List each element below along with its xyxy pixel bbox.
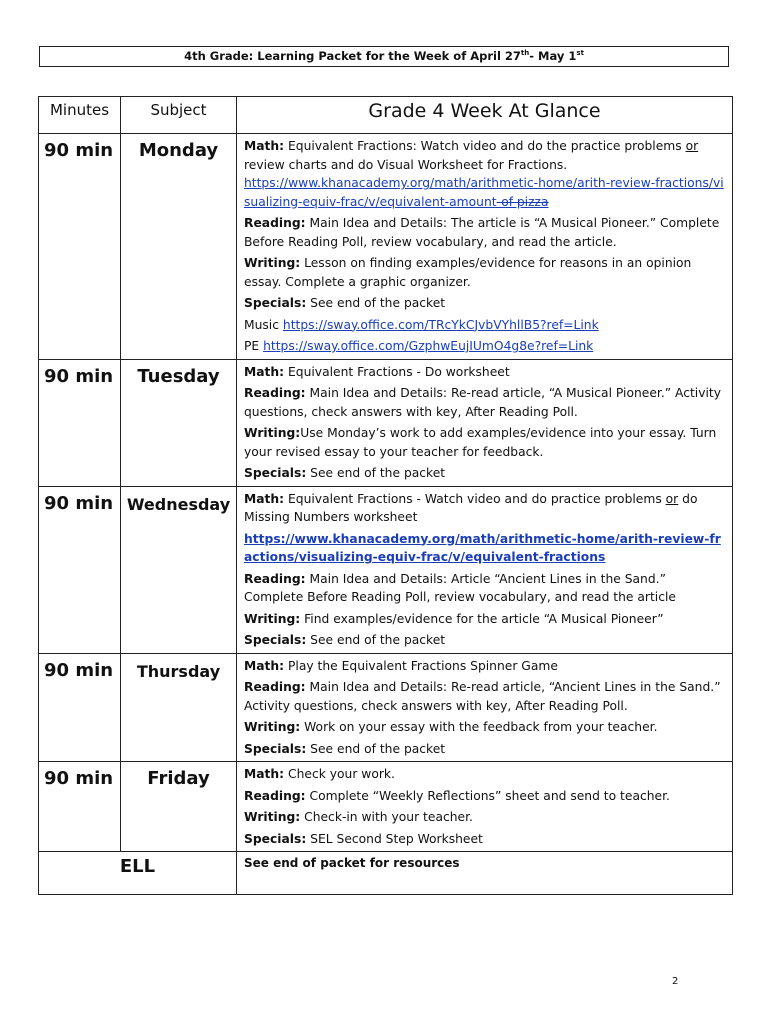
math-label: Math: [244,491,285,506]
table-row-friday [39,762,733,852]
reading-label: Reading: [244,680,306,694]
reading-text: Main Idea and Details: Article “Ancient Lines in the Sand.” Complete Before Reading Poll, review vocabulary, and read the article [244,571,676,604]
table-row-tuesday [39,359,733,486]
minutes-cell: 90 min [39,653,121,762]
plan-cell-wednesday [237,486,733,653]
math-text-2: do Missing Numbers worksheet [244,491,698,524]
math-entry [244,490,728,527]
math-entry [244,765,728,784]
math-or: or [665,491,679,506]
ell-label: ELL [39,852,237,895]
khan-video-link[interactable] [244,176,724,209]
writing-text: Find examples/evidence for the article “A Musical Pioneer” [300,611,664,626]
reading-text: Main Idea and Details: The article is “A Musical Pioneer.” Complete Before Reading Poll, review vocabulary, and read the article. [244,216,720,249]
table-row-monday [39,134,733,360]
minutes-cell: 90 min [39,359,121,486]
specials-text: See end of the packet [306,296,446,310]
music-entry [244,316,728,335]
writing-text: Check-in with your teacher. [300,810,473,824]
minutes-cell: 90 min [39,486,121,653]
math-text: Equivalent Fractions - Watch video and do practice problems [284,491,666,506]
week-at-glance-table [38,96,733,895]
reading-entry [244,384,728,421]
header-minutes: Minutes [39,97,121,134]
specials-label: Specials: [244,296,307,310]
specials-entry [244,464,728,483]
page-number: 2 [672,976,679,987]
plan-cell-tuesday [237,359,733,486]
writing-entry [244,808,728,827]
header-week-title: Grade 4 Week At Glance [237,97,733,134]
reading-label: Reading: [244,788,306,803]
math-or: or [685,139,699,153]
pe-sway-link[interactable]: https://sway.office.com/GzphwEujIUmO4g8e?ref=Link [263,339,594,353]
table-row-ell [39,852,733,895]
reading-text: Main Idea and Details: Re-read article, “A Musical Pioneer.” Activity questions, check answers with key, After Reading Poll. [244,386,722,419]
plan-cell-friday [237,762,733,852]
math-label: Math: [244,658,285,673]
math-text: Equivalent Fractions: Watch video and do the practice problems [288,139,686,153]
plan-cell-thursday [237,653,733,762]
khan-link-struck[interactable]: -of-pizza [496,194,549,209]
math-text-2: review charts and do Visual Worksheet for Fractions. [244,157,568,172]
reading-label: Reading: [244,571,306,586]
specials-text: See end of the packet [306,741,446,756]
title-text-mid: - May 1 [529,49,577,63]
specials-text: See end of the packet [306,633,446,647]
math-label: Math: [244,139,285,153]
header-subject: Subject [121,97,237,134]
reading-entry [244,678,728,715]
khan-link-text[interactable]: https://www.khanacademy.org/math/arithmetic-home/arith-review-fractions/visualizing-equiv-frac/v/equivalent-amount [244,176,724,209]
writing-text: Work on your essay with the feedback from your teacher. [300,720,658,734]
music-sway-link[interactable]: https://sway.office.com/TRcYkCJvbVYhllB5?ref=Link [282,317,599,332]
specials-entry [244,830,728,849]
writing-entry [244,610,728,629]
reading-entry [244,570,728,607]
reading-label: Reading: [244,386,306,400]
specials-label: Specials: [244,831,307,846]
reading-entry [244,787,728,806]
math-label: Math: [244,767,285,781]
specials-entry [244,740,728,759]
title-text: 4th Grade: Learning Packet for the Week of April 27 [184,49,521,63]
math-text: Check your work. [284,767,395,781]
music-label: Music [244,317,283,332]
specials-label: Specials: [244,741,307,756]
writing-entry [244,718,728,737]
writing-label: Writing: [244,720,301,734]
math-text: Equivalent Fractions - Do worksheet [284,364,510,379]
math-text: Play the Equivalent Fractions Spinner Game [284,658,558,673]
pe-label: PE [244,339,264,353]
specials-text: SEL Second Step Worksheet [306,831,483,846]
title-sup-st: st [576,49,584,58]
specials-label: Specials: [244,633,307,647]
ell-resources-text: See end of packet for resources [237,852,733,895]
reading-text: Complete “Weekly Reflections” sheet and send to teacher. [305,788,670,803]
khan-fractions-link[interactable]: https://www.khanacademy.org/math/arithmetic-home/arith-review-fractions/visualizing-equiv-frac/v/equivalent-fractions [244,531,721,564]
minutes-cell: 90 min [39,134,121,360]
day-cell-thursday: Thursday [121,653,237,762]
writing-label: Writing: [244,256,301,270]
day-cell-monday: Monday [121,134,237,360]
writing-entry [244,424,728,461]
table-row-wednesday [39,486,733,653]
math-entry [244,657,728,676]
writing-text: Use Monday’s work to add examples/evidence into your essay. Turn your revised essay to your teacher for feedback. [244,426,717,459]
khan-link-entry [244,530,728,567]
plan-cell-monday [237,134,733,360]
math-label: Math: [244,364,285,379]
day-cell-wednesday: Wednesday [121,486,237,653]
math-entry [244,363,728,382]
writing-label: Writing: [244,611,301,626]
title-sup-th: th [520,49,530,58]
writing-entry [244,254,728,291]
reading-entry [244,214,728,251]
specials-label: Specials: [244,466,307,480]
reading-label: Reading: [244,216,306,230]
math-entry [244,137,728,211]
table-row-thursday [39,653,733,762]
reading-text: Main Idea and Details: Re-read article, “Ancient Lines in the Sand.” Activity questions, check answers with key, After Reading Poll. [244,680,721,713]
specials-entry [244,631,728,650]
day-cell-friday: Friday [121,762,237,852]
writing-label: Writing: [244,810,301,824]
writing-label: Writing: [244,426,301,440]
table-header-row [39,97,733,134]
specials-text: See end of the packet [306,466,446,480]
minutes-cell: 90 min [39,762,121,852]
packet-title [39,46,729,67]
pe-entry [244,337,728,356]
specials-entry [244,294,728,313]
day-cell-tuesday: Tuesday [121,359,237,486]
writing-text: Lesson on finding examples/evidence for reasons in an opinion essay. Complete a graphic organizer. [244,256,692,289]
